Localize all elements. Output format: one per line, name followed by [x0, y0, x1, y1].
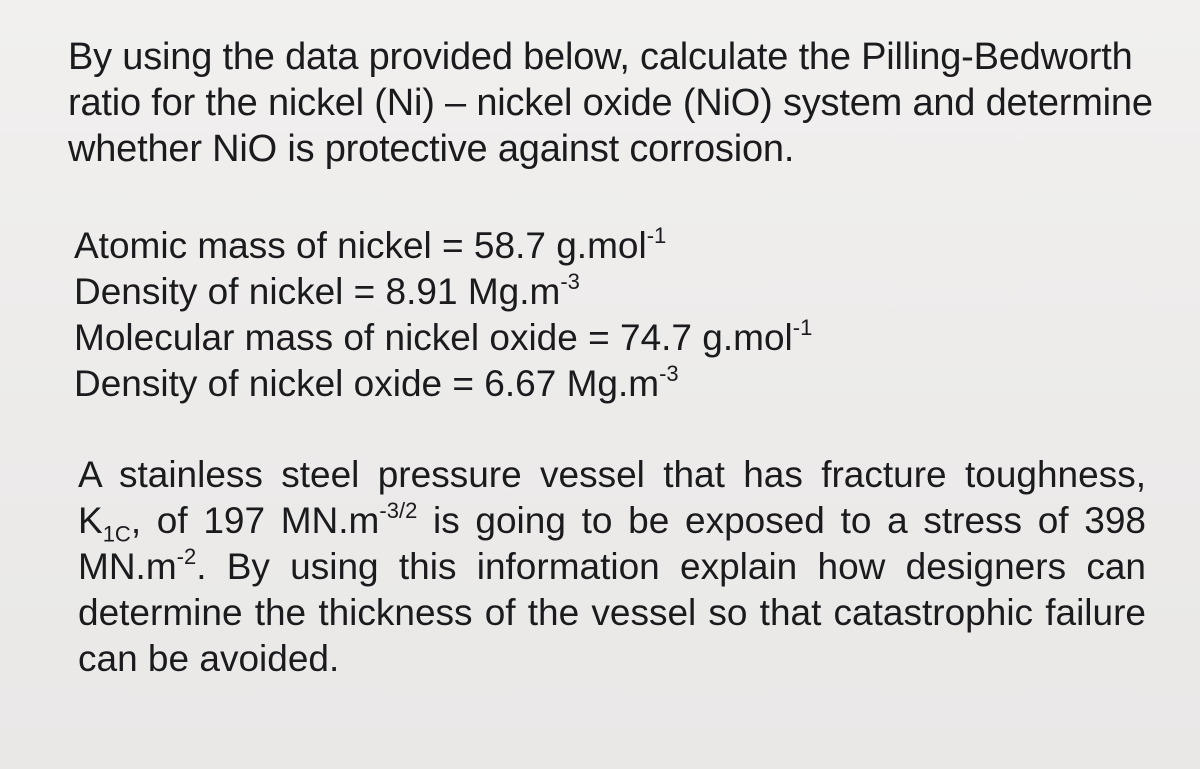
data-line-atomic-mass-nickel [74, 223, 1074, 269]
intro-paragraph: By using the data provided below, calculate the Pilling-Bedworth ratio for the nickel (Ni) – nickel oxide (NiO) system and determine whether NiO is protective against corrosion. [68, 36, 1153, 170]
stress-unit-exponent: -2 [176, 543, 197, 569]
given-data-list [74, 223, 1074, 407]
data-line-label: Density of nickel oxide = 6.67 Mg.m [74, 363, 660, 404]
unit-exponent: -1 [646, 222, 667, 248]
data-line-density-nickel [74, 269, 1074, 315]
data-line-label: Molecular mass of nickel oxide = 74.7 g.mol [74, 317, 793, 358]
unit-exponent: -1 [792, 314, 813, 340]
toughness-unit-exponent: -3/2 [379, 497, 418, 523]
data-line-density-nickel-oxide [74, 361, 1074, 407]
k-subscript: 1C [102, 521, 131, 547]
question-text-part2: , of 197 MN.m [130, 500, 380, 541]
data-line-molecular-mass-nickel-oxide [74, 315, 1074, 361]
question-text-part3: is going to be exposed to a stress of 398 MN.m [78, 500, 1147, 587]
unit-exponent: -3 [659, 360, 679, 386]
data-line-label: Atomic mass of nickel = 58.7 g.mol [74, 225, 647, 266]
data-line-label: Density of nickel = 8.91 Mg.m [74, 271, 561, 312]
question-text-part4: . By using this information explain how designers can determine the thickness of the vessel so that catastrophic failure can be avoided. [78, 546, 1146, 679]
unit-exponent: -3 [560, 268, 580, 294]
question-text-part1: A stainless steel pressure vessel that has fracture toughness, K [78, 454, 1146, 541]
fracture-toughness-question [78, 452, 1146, 682]
